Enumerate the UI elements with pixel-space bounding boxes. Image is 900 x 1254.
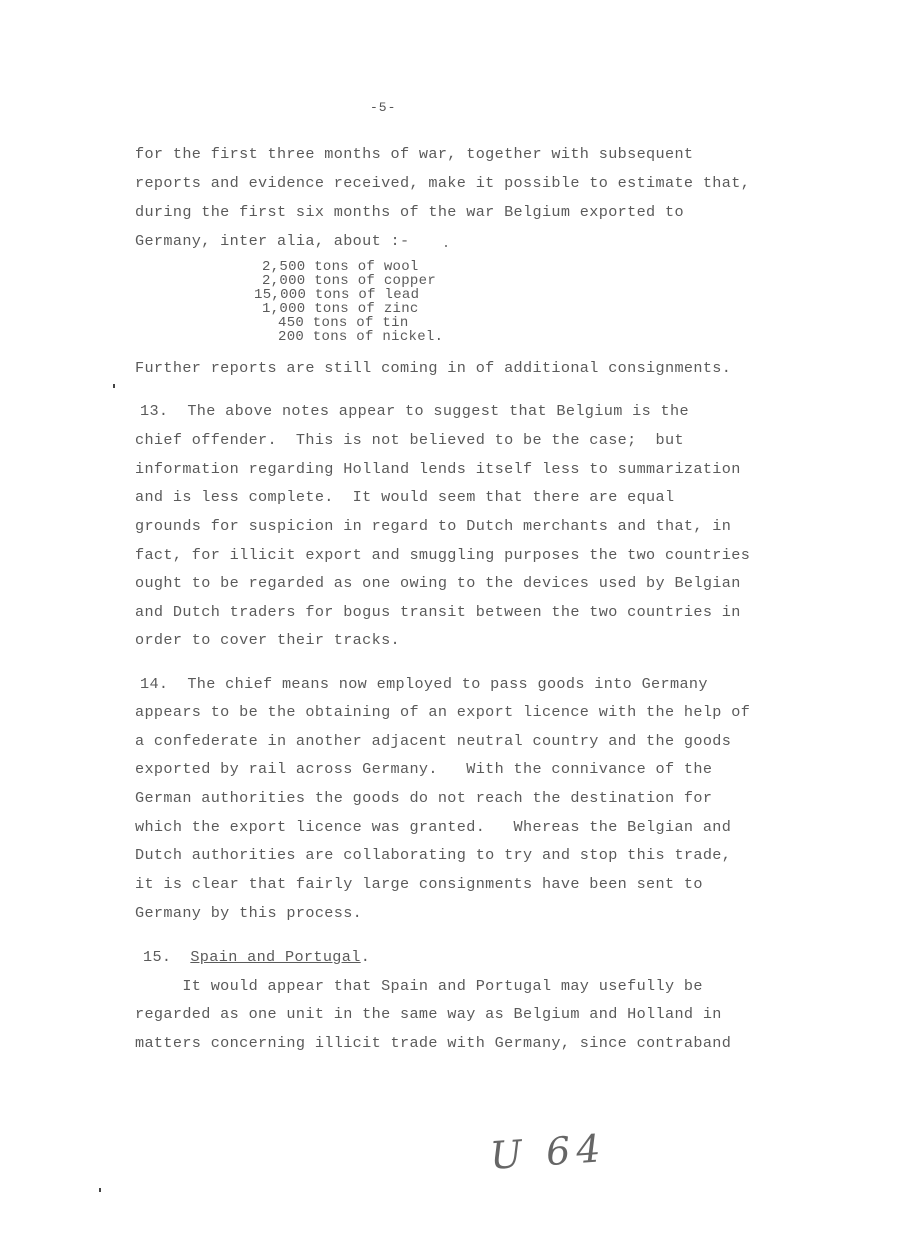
text-line: Germany, inter alia, about :- [135, 232, 410, 250]
list-item: 1,000 tons of zinc [262, 301, 419, 317]
text-line: it is clear that fairly large consignments have been sent to [135, 875, 703, 893]
text-line: regarded as one unit in the same way as Belgium and Holland in [135, 1005, 722, 1023]
text-line: which the export licence was granted. Whereas the Belgian and [135, 818, 732, 836]
text-line: appears to be the obtaining of an export licence with the help of [135, 703, 751, 721]
text-line: fact, for illicit export and smuggling purposes the two countries [135, 546, 751, 564]
section-number: 15. [143, 948, 172, 966]
text-line: 14. The chief means now employed to pass goods into Germany [140, 675, 708, 693]
heading-period: . [360, 948, 371, 966]
list-item: 15,000 tons of lead [254, 287, 420, 303]
page-number: -5- [370, 100, 397, 115]
section-heading [143, 948, 370, 966]
text-line: and is less complete. It would seem that there are equal [135, 488, 675, 506]
text-line: grounds for suspicion in regard to Dutch merchants and that, in [135, 517, 732, 535]
text-line: 13. The above notes appear to suggest that Belgium is the [140, 402, 689, 420]
scan-speck [99, 1188, 101, 1192]
text-line: order to cover their tracks. [135, 631, 400, 649]
text-line: It would appear that Spain and Portugal may usefully be [135, 977, 703, 995]
text-line: German authorities the goods do not reach the destination for [135, 789, 713, 807]
list-item: 200 tons of nickel. [278, 329, 444, 345]
scan-speck [113, 384, 115, 388]
list-item: 450 tons of tin [278, 315, 409, 331]
list-item: 2,000 tons of copper [262, 273, 437, 289]
handwritten-annotation: U 64 [488, 1125, 608, 1179]
text-line: information regarding Holland lends itself less to summarization [135, 460, 741, 478]
text-line: Further reports are still coming in of additional consignments. [135, 359, 732, 377]
text-line: a confederate in another adjacent neutral country and the goods [135, 732, 732, 750]
text-line: ought to be regarded as one owing to the devices used by Belgian [135, 574, 741, 592]
text-line: Dutch authorities are collaborating to try and stop this trade, [135, 846, 732, 864]
text-line: exported by rail across Germany. With the connivance of the [135, 760, 713, 778]
scan-speck [445, 245, 447, 247]
section-title: Spain and Portugal [190, 948, 361, 966]
text-line: during the first six months of the war Belgium exported to [135, 203, 684, 221]
text-line: for the first three months of war, together with subsequent [135, 145, 694, 163]
text-line: and Dutch traders for bogus transit between the two countries in [135, 603, 741, 621]
text-line: Germany by this process. [135, 904, 363, 922]
text-line: reports and evidence received, make it possible to estimate that, [135, 174, 751, 192]
list-item: 2,500 tons of wool [262, 259, 419, 275]
text-line: chief offender. This is not believed to be the case; but [135, 431, 684, 449]
text-line: matters concerning illicit trade with Germany, since contraband [135, 1034, 732, 1052]
